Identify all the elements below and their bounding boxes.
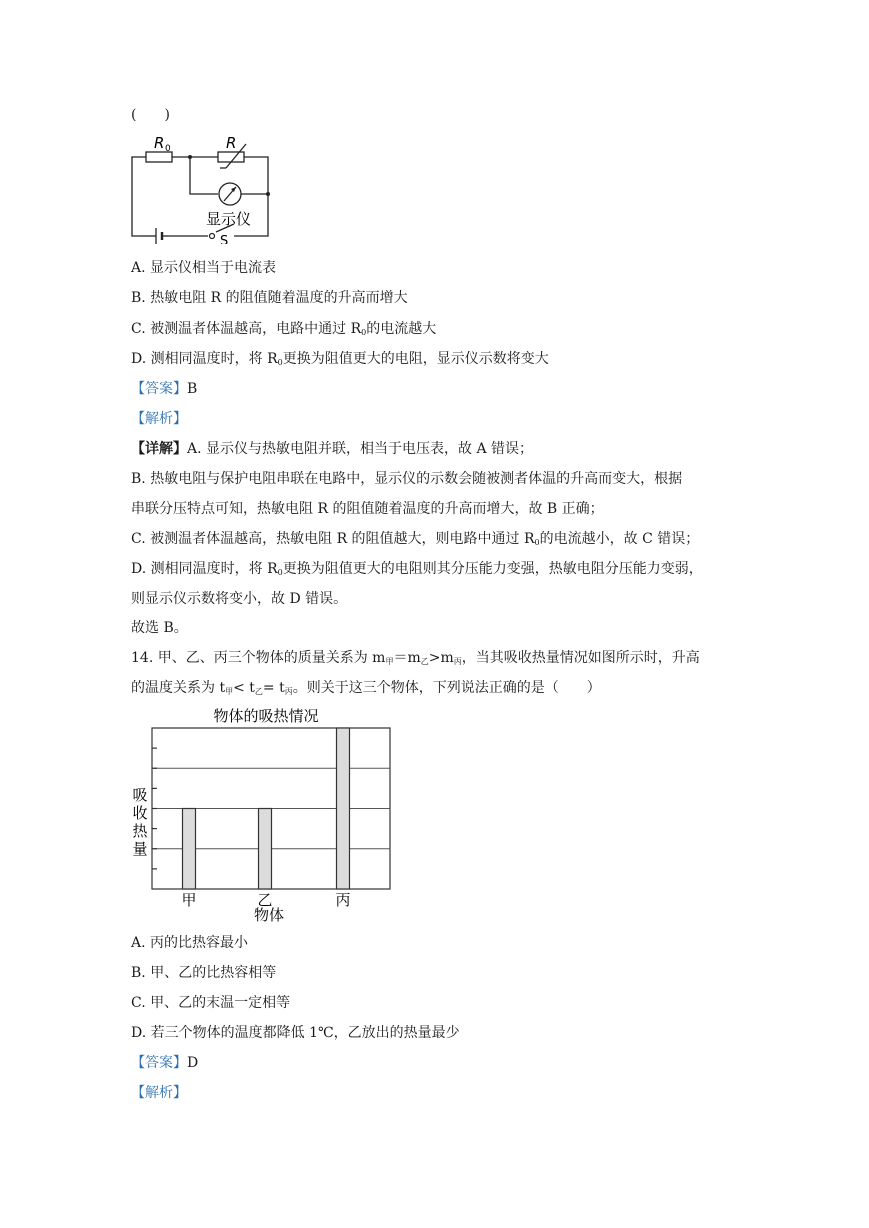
x-tick-label: 乙	[257, 891, 273, 909]
thermistor-r	[218, 152, 244, 162]
q13-detail-b2: 串联分压特点可知，热敏电阻 R 的阻值随着温度的升高而增大，故 B 正确；	[131, 501, 604, 517]
q14-option-c: C. 甲、乙的末温一定相等	[131, 995, 291, 1011]
r-label: R	[226, 134, 237, 152]
chart-title: 物体的吸热情况	[213, 707, 319, 725]
q13-option-b: B. 热敏电阻 R 的阻值随着温度的升高而增大	[131, 290, 408, 306]
heat-absorption-chart	[128, 704, 394, 922]
bar-2	[259, 809, 272, 890]
y-label-char: 吸	[132, 786, 148, 804]
bar-3	[337, 728, 350, 889]
q13-conclusion: 故选 B。	[131, 620, 188, 636]
q13-detail-d2: 则显示仪示数将变小，故 D 错误。	[131, 591, 348, 607]
q14-stem-line2: 的温度关系为 t甲< t乙= t丙。则关于这三个物体，下列说法正确的是（ ）	[131, 680, 601, 696]
x-tick-label: 丙	[335, 891, 351, 909]
q14-option-d: D. 若三个物体的温度都降低 1℃，乙放出的热量最少	[131, 1025, 460, 1041]
q13-detail-c: C. 被测温者体温越高，热敏电阻 R 的阻值越大，则电路中通过 R0的电流越小，故 C 错误；	[131, 531, 700, 547]
switch-label: S	[220, 234, 229, 244]
circuit-diagram	[128, 128, 274, 244]
q14-option-b: B. 甲、乙的比热容相等	[131, 965, 277, 981]
q13-detail-d1: D. 测相同温度时，将 R0更换为阻值更大的电阻则其分压能力变强，热敏电阻分压能力变弱，	[131, 561, 703, 577]
q14-stem-line1: 14. 甲、乙、丙三个物体的质量关系为 m甲＝m乙>m丙，当其吸收热量情况如图所示时，升高	[131, 650, 700, 666]
q13-detail-a: 【详解】A. 显示仪与热敏电阻并联，相当于电压表，故 A 错误；	[131, 441, 534, 457]
r0-subscript: 0	[165, 144, 171, 154]
y-label-char: 收	[132, 804, 148, 822]
r0-label: R	[154, 134, 165, 152]
y-axis-label	[132, 786, 148, 858]
bar-1	[183, 809, 196, 890]
q13-answer: 【答案】B	[131, 381, 198, 397]
q13-option-a: A. 显示仪相当于电流表	[131, 260, 277, 276]
q13-detail-b1: B. 热敏电阻与保护电阻串联在电路中，显示仪的示数会随被测者体温的升高而变大，根据	[131, 471, 683, 487]
q14-answer: 【答案】D	[131, 1055, 199, 1071]
x-tick-label: 甲	[181, 891, 197, 909]
q14-analysis-tag: 【解析】	[131, 1085, 187, 1101]
q13-option-d: D. 测相同温度时，将 R0更换为阻值更大的电阻，显示仪示数将变大	[131, 351, 549, 367]
q13-bracket: ( )	[131, 107, 170, 123]
q14-option-a: A. 丙的比热容最小	[131, 935, 249, 951]
y-label-char: 热	[132, 822, 148, 840]
x-axis-label: 物体	[253, 906, 285, 922]
q13-analysis-tag: 【解析】	[131, 411, 187, 427]
y-label-char: 量	[132, 840, 148, 858]
q13-option-c: C. 被测温者体温越高，电路中通过 R0的电流越大	[131, 321, 437, 337]
meter-label: 显示仪	[206, 210, 252, 228]
